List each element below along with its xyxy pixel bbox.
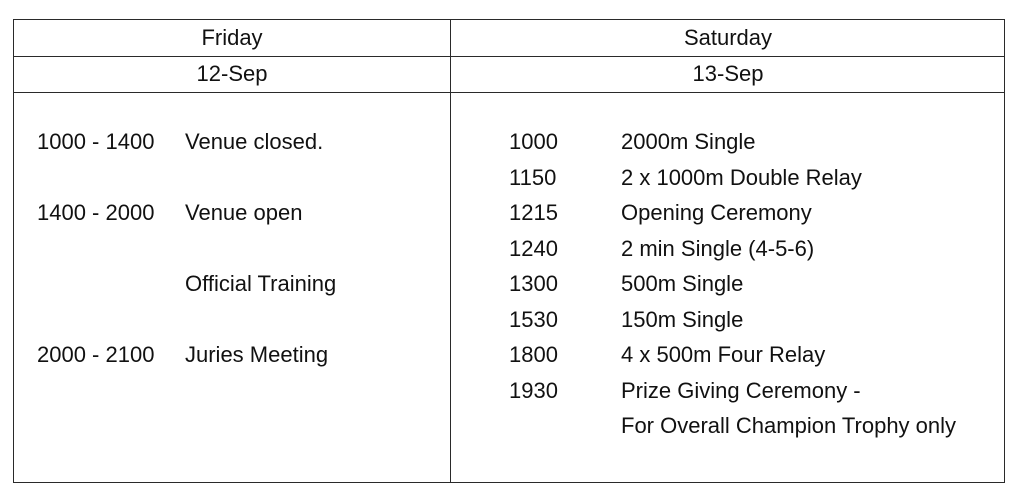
saturday-time: 1150: [509, 165, 557, 190]
saturday-time: 1240: [509, 236, 558, 261]
saturday-time: 1800: [509, 342, 558, 367]
saturday-event: 2000m Single: [621, 129, 756, 154]
friday-time: 2000 - 2100: [37, 342, 155, 367]
saturday-day-header: Saturday: [683, 25, 773, 50]
friday-time: 1000 - 1400: [37, 129, 155, 154]
friday-day-header: Friday: [201, 25, 263, 50]
saturday-time: 1530: [509, 307, 558, 332]
friday-event: Official Training: [185, 271, 337, 296]
saturday-event: Prize Giving Ceremony -: [621, 378, 861, 403]
friday-event: Venue closed.: [185, 129, 324, 154]
saturday-event: 150m Single: [621, 307, 744, 332]
saturday-time: 1300: [509, 271, 558, 296]
saturday-time: 1215: [509, 200, 558, 225]
saturday-event: 2 x 1000m Double Relay: [621, 165, 862, 190]
header-divider-date: [14, 92, 1004, 93]
saturday-event: Opening Ceremony: [621, 200, 812, 225]
saturday-event: For Overall Champion Trophy only: [621, 413, 957, 438]
saturday-event: 4 x 500m Four Relay: [621, 342, 826, 367]
saturday-event: 2 min Single (4-5-6): [621, 236, 815, 261]
saturday-time: 1000: [509, 129, 558, 154]
friday-event: Juries Meeting: [185, 342, 329, 367]
schedule-table: [13, 19, 1005, 483]
saturday-date-header: 13-Sep: [692, 61, 764, 86]
friday-time: 1400 - 2000: [37, 200, 155, 225]
friday-event: Venue open: [185, 200, 303, 225]
friday-date-header: 12-Sep: [196, 61, 268, 86]
saturday-event: 500m Single: [621, 271, 744, 296]
saturday-time: 1930: [509, 378, 558, 403]
